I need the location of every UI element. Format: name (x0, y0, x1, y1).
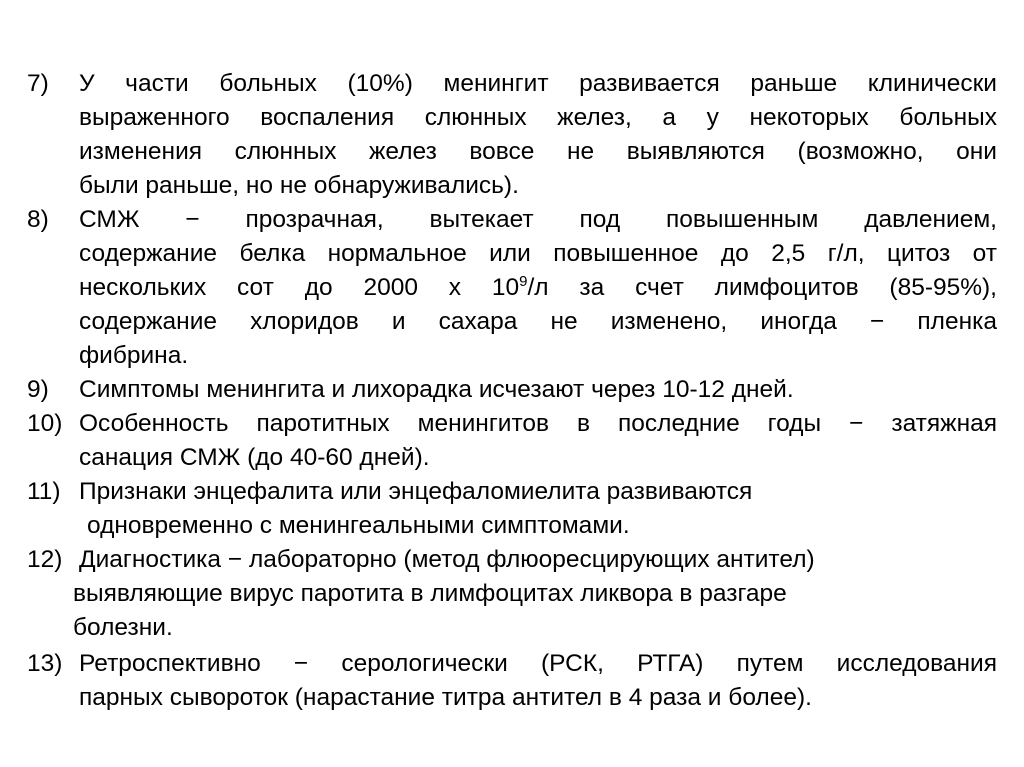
text-line: Особенность паротитных менингитов в последние годы − затяжная (79, 410, 997, 437)
text-line: СМЖ − прозрачная, вытекает под повышенным давлением, (79, 206, 997, 233)
text-segment: /л за счет лимфоцитов (85-95%), (527, 274, 997, 301)
text-line: Диагностика − лабораторно (метод флюоресцирующих антител) (79, 546, 815, 573)
item-number: 7) (27, 70, 49, 97)
item-text (79, 647, 997, 715)
item-text (79, 373, 997, 407)
text-line: выраженного воспаления слюнных желез, а у некоторых больных (79, 104, 997, 131)
text-line: болезни. (73, 614, 173, 641)
item-text (79, 67, 997, 203)
superscript-exponent: 9 (519, 273, 528, 290)
text-line: Признаки энцефалита или энцефаломиелита развиваются (79, 478, 753, 505)
text-line (79, 271, 997, 305)
text-line: выявляющие вирус паротита в лимфоцитах ликвора в разгаре (73, 580, 787, 607)
text-line: содержание хлоридов и сахара не изменено, иногда − пленка (79, 308, 997, 335)
text-line: содержание белка нормальное или повышенное до 2,5 г/л, цитоз от (79, 240, 997, 267)
text-line: Ретроспективно − серологически (РСК, РТГА) путем исследования (79, 650, 997, 677)
text-segment: нескольких сот до 2000 х 10 (79, 274, 520, 301)
text-line: фибрина. (79, 342, 189, 369)
text-line: Симптомы менингита и лихорадка исчезают через 10-12 дней. (79, 376, 794, 403)
item-number: 13) (27, 650, 63, 677)
text-line: изменения слюнных желез вовсе не выявляются (возможно, они (79, 138, 997, 165)
item-text (73, 543, 997, 645)
item-number: 8) (27, 206, 49, 233)
text-line: санация СМЖ (до 40-60 дней). (79, 444, 430, 471)
item-text (79, 407, 997, 475)
text-line: парных сывороток (нарастание титра антител в 4 раза и более). (79, 684, 812, 711)
item-text (79, 475, 997, 543)
item-text (79, 203, 997, 373)
item-number: 12) (27, 546, 63, 573)
text-line: одновременно с менингеальными симптомами. (87, 512, 630, 539)
item-number: 10) (27, 410, 63, 437)
text-line: были раньше, но не обнаруживались). (79, 172, 519, 199)
text-line: У части больных (10%) менингит развивается раньше клинически (79, 70, 997, 97)
item-number: 9) (27, 376, 49, 403)
item-number: 11) (27, 478, 61, 505)
